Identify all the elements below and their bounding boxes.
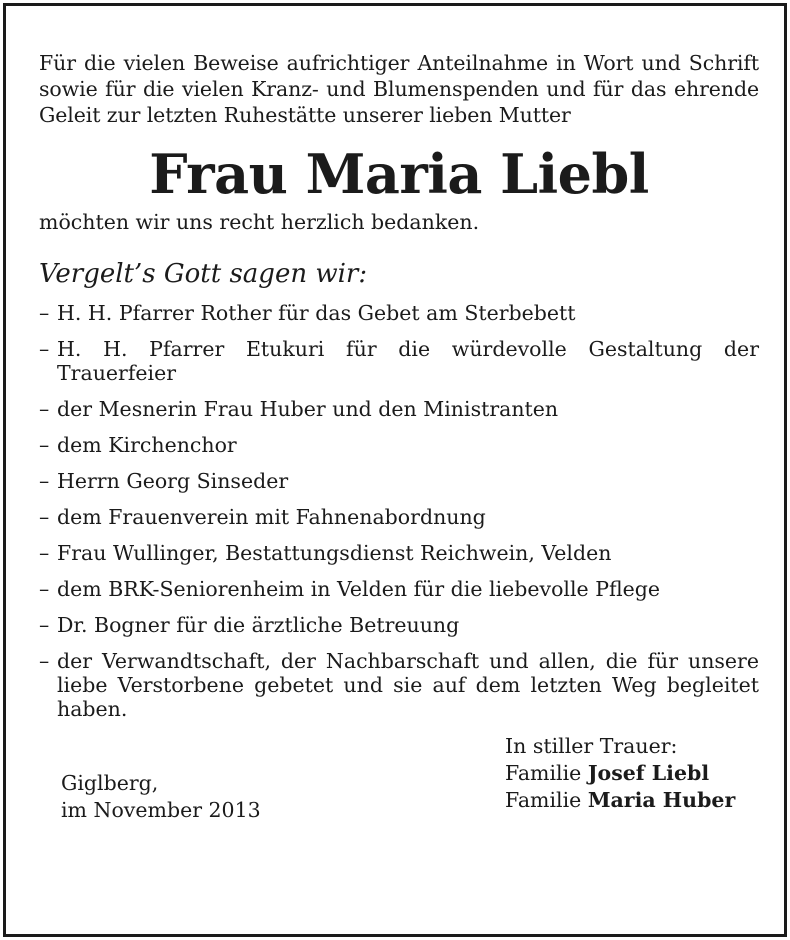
- family-line-2: [505, 787, 735, 814]
- thanks-heading: Vergelt’s Gott sagen wir:: [39, 259, 368, 289]
- list-item: – Herrn Georg Sinseder: [39, 469, 759, 493]
- list-item: – der Mesnerin Frau Huber und den Ministranten: [39, 397, 759, 421]
- notice-frame: [3, 3, 787, 937]
- mourning-text: In stiller Trauer:: [505, 734, 678, 758]
- list-item: – dem Kirchenchor: [39, 433, 759, 457]
- family-line-1: [505, 760, 735, 787]
- thanks-line: möchten wir uns recht herzlich bedanken.: [39, 210, 480, 234]
- family-name: Maria Huber: [587, 788, 736, 812]
- list-item: – dem Frauenverein mit Fahnenabordnung: [39, 505, 759, 529]
- notice-content: [39, 50, 759, 843]
- deceased-name: Frau Maria Liebl: [149, 142, 649, 206]
- place-date-block: [61, 770, 261, 824]
- notice-footer: [39, 733, 759, 843]
- list-item: – H. H. Pfarrer Rother für das Gebet am Sterbebett: [39, 301, 759, 325]
- list-item: – Dr. Bogner für die ärztliche Betreuung: [39, 613, 759, 637]
- date-text: im November 2013: [61, 798, 261, 822]
- list-item: – der Verwandtschaft, der Nachbarschaft und allen, die für unsere liebe Verstorbene gebetet und sie auf dem letzten Weg begleitet haben.: [39, 649, 759, 721]
- intro-text: Für die vielen Beweise aufrichtiger Anteilnahme in Wort und Schrift sowie für die vielen Kranz- und Blumenspenden und für das ehrende Geleit zur letzten Ruhestätte unserer lieben Mutter: [39, 51, 759, 127]
- family-prefix: Familie: [505, 761, 582, 785]
- family-name: Josef Liebl: [587, 761, 710, 785]
- family-prefix: Familie: [505, 788, 582, 812]
- thanks-list: [39, 301, 759, 721]
- list-item: – H. H. Pfarrer Etukuri für die würdevolle Gestaltung der Trauerfeier: [39, 337, 759, 385]
- place-text: Giglberg,: [61, 771, 159, 795]
- list-item: – Frau Wullinger, Bestattungsdienst Reichwein, Velden: [39, 541, 759, 565]
- list-item: – dem BRK-Seniorenheim in Velden für die liebevolle Pflege: [39, 577, 759, 601]
- signature-block: [505, 733, 735, 814]
